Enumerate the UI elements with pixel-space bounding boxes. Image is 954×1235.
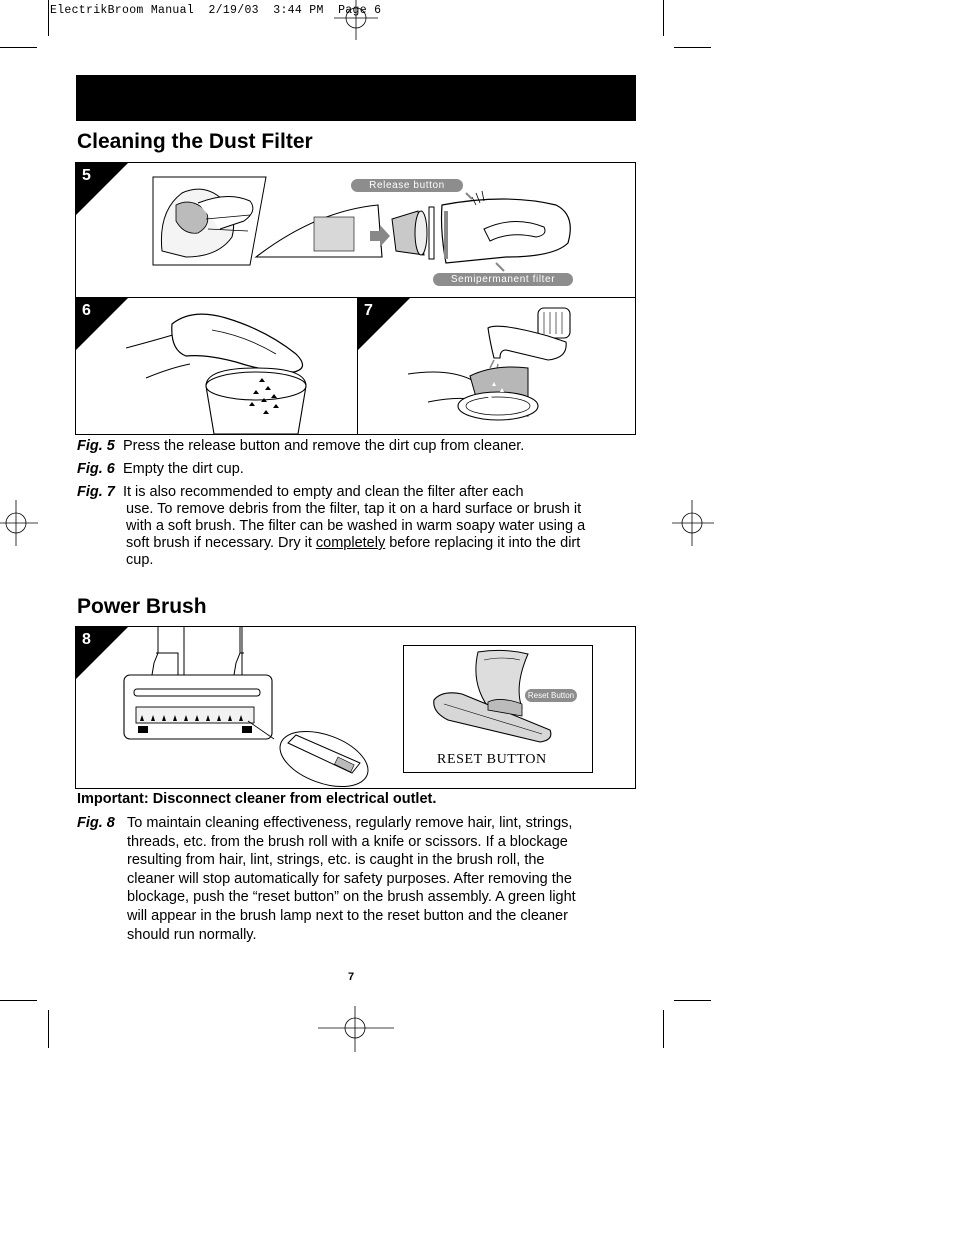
printer-slug	[50, 4, 381, 17]
slug-title: ElectrikBroom Manual	[50, 4, 195, 17]
page-number: 7	[348, 971, 355, 983]
caption-fig7	[77, 484, 524, 501]
caption-fig7-line: with a soft brush. The filter can be washed in warm soapy water using a	[126, 518, 586, 534]
registration-mark-icon	[672, 500, 714, 546]
caption-line: blockage, push the “reset button” on the brush assembly. A green light	[127, 889, 576, 906]
caption-label: Fig. 7	[77, 484, 115, 500]
crop-mark	[48, 0, 49, 36]
header-bar	[76, 75, 636, 121]
registration-mark-icon	[334, 0, 378, 40]
caption-line: will appear in the brush lamp next to the reset button and the cleaner	[127, 907, 568, 924]
caption-fig8-label: Fig. 8	[77, 815, 115, 831]
caption-text: before replacing it into the dirt	[385, 535, 581, 551]
caption-fig5	[77, 438, 524, 455]
crop-mark	[663, 1010, 664, 1048]
caption-line: should run normally.	[127, 926, 257, 943]
crop-mark	[663, 0, 664, 36]
caption-text: Press the release button and remove the dirt cup from cleaner.	[122, 438, 525, 454]
slug-date: 2/19/03	[208, 4, 259, 17]
brush-roll-illustration	[120, 627, 420, 789]
caption-fig7-line: use. To remove debris from the filter, tap it on a hard surface or brush it	[126, 501, 582, 517]
slug-time: 3:44 PM	[273, 4, 324, 17]
section-heading-power-brush: Power Brush	[77, 595, 207, 618]
crop-mark	[674, 47, 711, 48]
figure-number: 8	[82, 631, 91, 648]
figure-6	[75, 297, 358, 435]
caption-fig7-line	[126, 535, 580, 552]
registration-mark-icon	[0, 500, 38, 546]
registration-mark-icon	[318, 1006, 394, 1052]
caption-fig6	[77, 461, 244, 478]
figure-number: 7	[364, 302, 373, 319]
caption-line: To maintain cleaning effectiveness, regularly remove hair, lint, strings,	[127, 815, 573, 831]
figure-7	[357, 297, 636, 435]
crop-mark	[674, 1000, 711, 1001]
reset-button-tag: Reset Button	[525, 689, 577, 702]
caption-line: resulting from hair, lint, strings, etc. is caught in the brush roll, the	[127, 852, 545, 869]
caption-fig8	[127, 815, 627, 944]
caption-text: Empty the dirt cup.	[122, 461, 244, 477]
figure-5	[75, 162, 636, 298]
crop-mark	[0, 47, 37, 48]
figure-number: 6	[82, 302, 91, 319]
crop-mark	[0, 1000, 37, 1001]
crop-mark	[48, 1010, 49, 1048]
rinse-filter-illustration	[398, 302, 634, 432]
semipermanent-filter-label: Semipermanent filter	[433, 273, 573, 286]
caption-label: Fig. 6	[77, 461, 115, 477]
figure-number: 5	[82, 167, 91, 184]
reset-button-caption: RESET BUTTON	[437, 752, 547, 767]
caption-label: Fig. 5	[77, 438, 115, 454]
caption-line: threads, etc. from the brush roll with a knife or scissors. If a blockage	[127, 833, 568, 850]
section-heading-dust-filter: Cleaning the Dust Filter	[77, 130, 313, 153]
release-button-label: Release button	[351, 179, 463, 192]
empty-dirt-cup-illustration	[116, 306, 356, 434]
caption-text: soft brush if necessary. Dry it	[126, 535, 316, 551]
caption-text: It is also recommended to empty and clean the filter after each	[122, 484, 524, 500]
important-note: Important: Disconnect cleaner from electrical outlet.	[77, 791, 437, 807]
emphasis-completely: completely	[315, 535, 386, 551]
caption-line: cleaner will stop automatically for safety purposes. After removing the	[127, 870, 572, 887]
caption-fig7-line: cup.	[126, 552, 154, 568]
slug-page: Page 6	[338, 4, 382, 17]
